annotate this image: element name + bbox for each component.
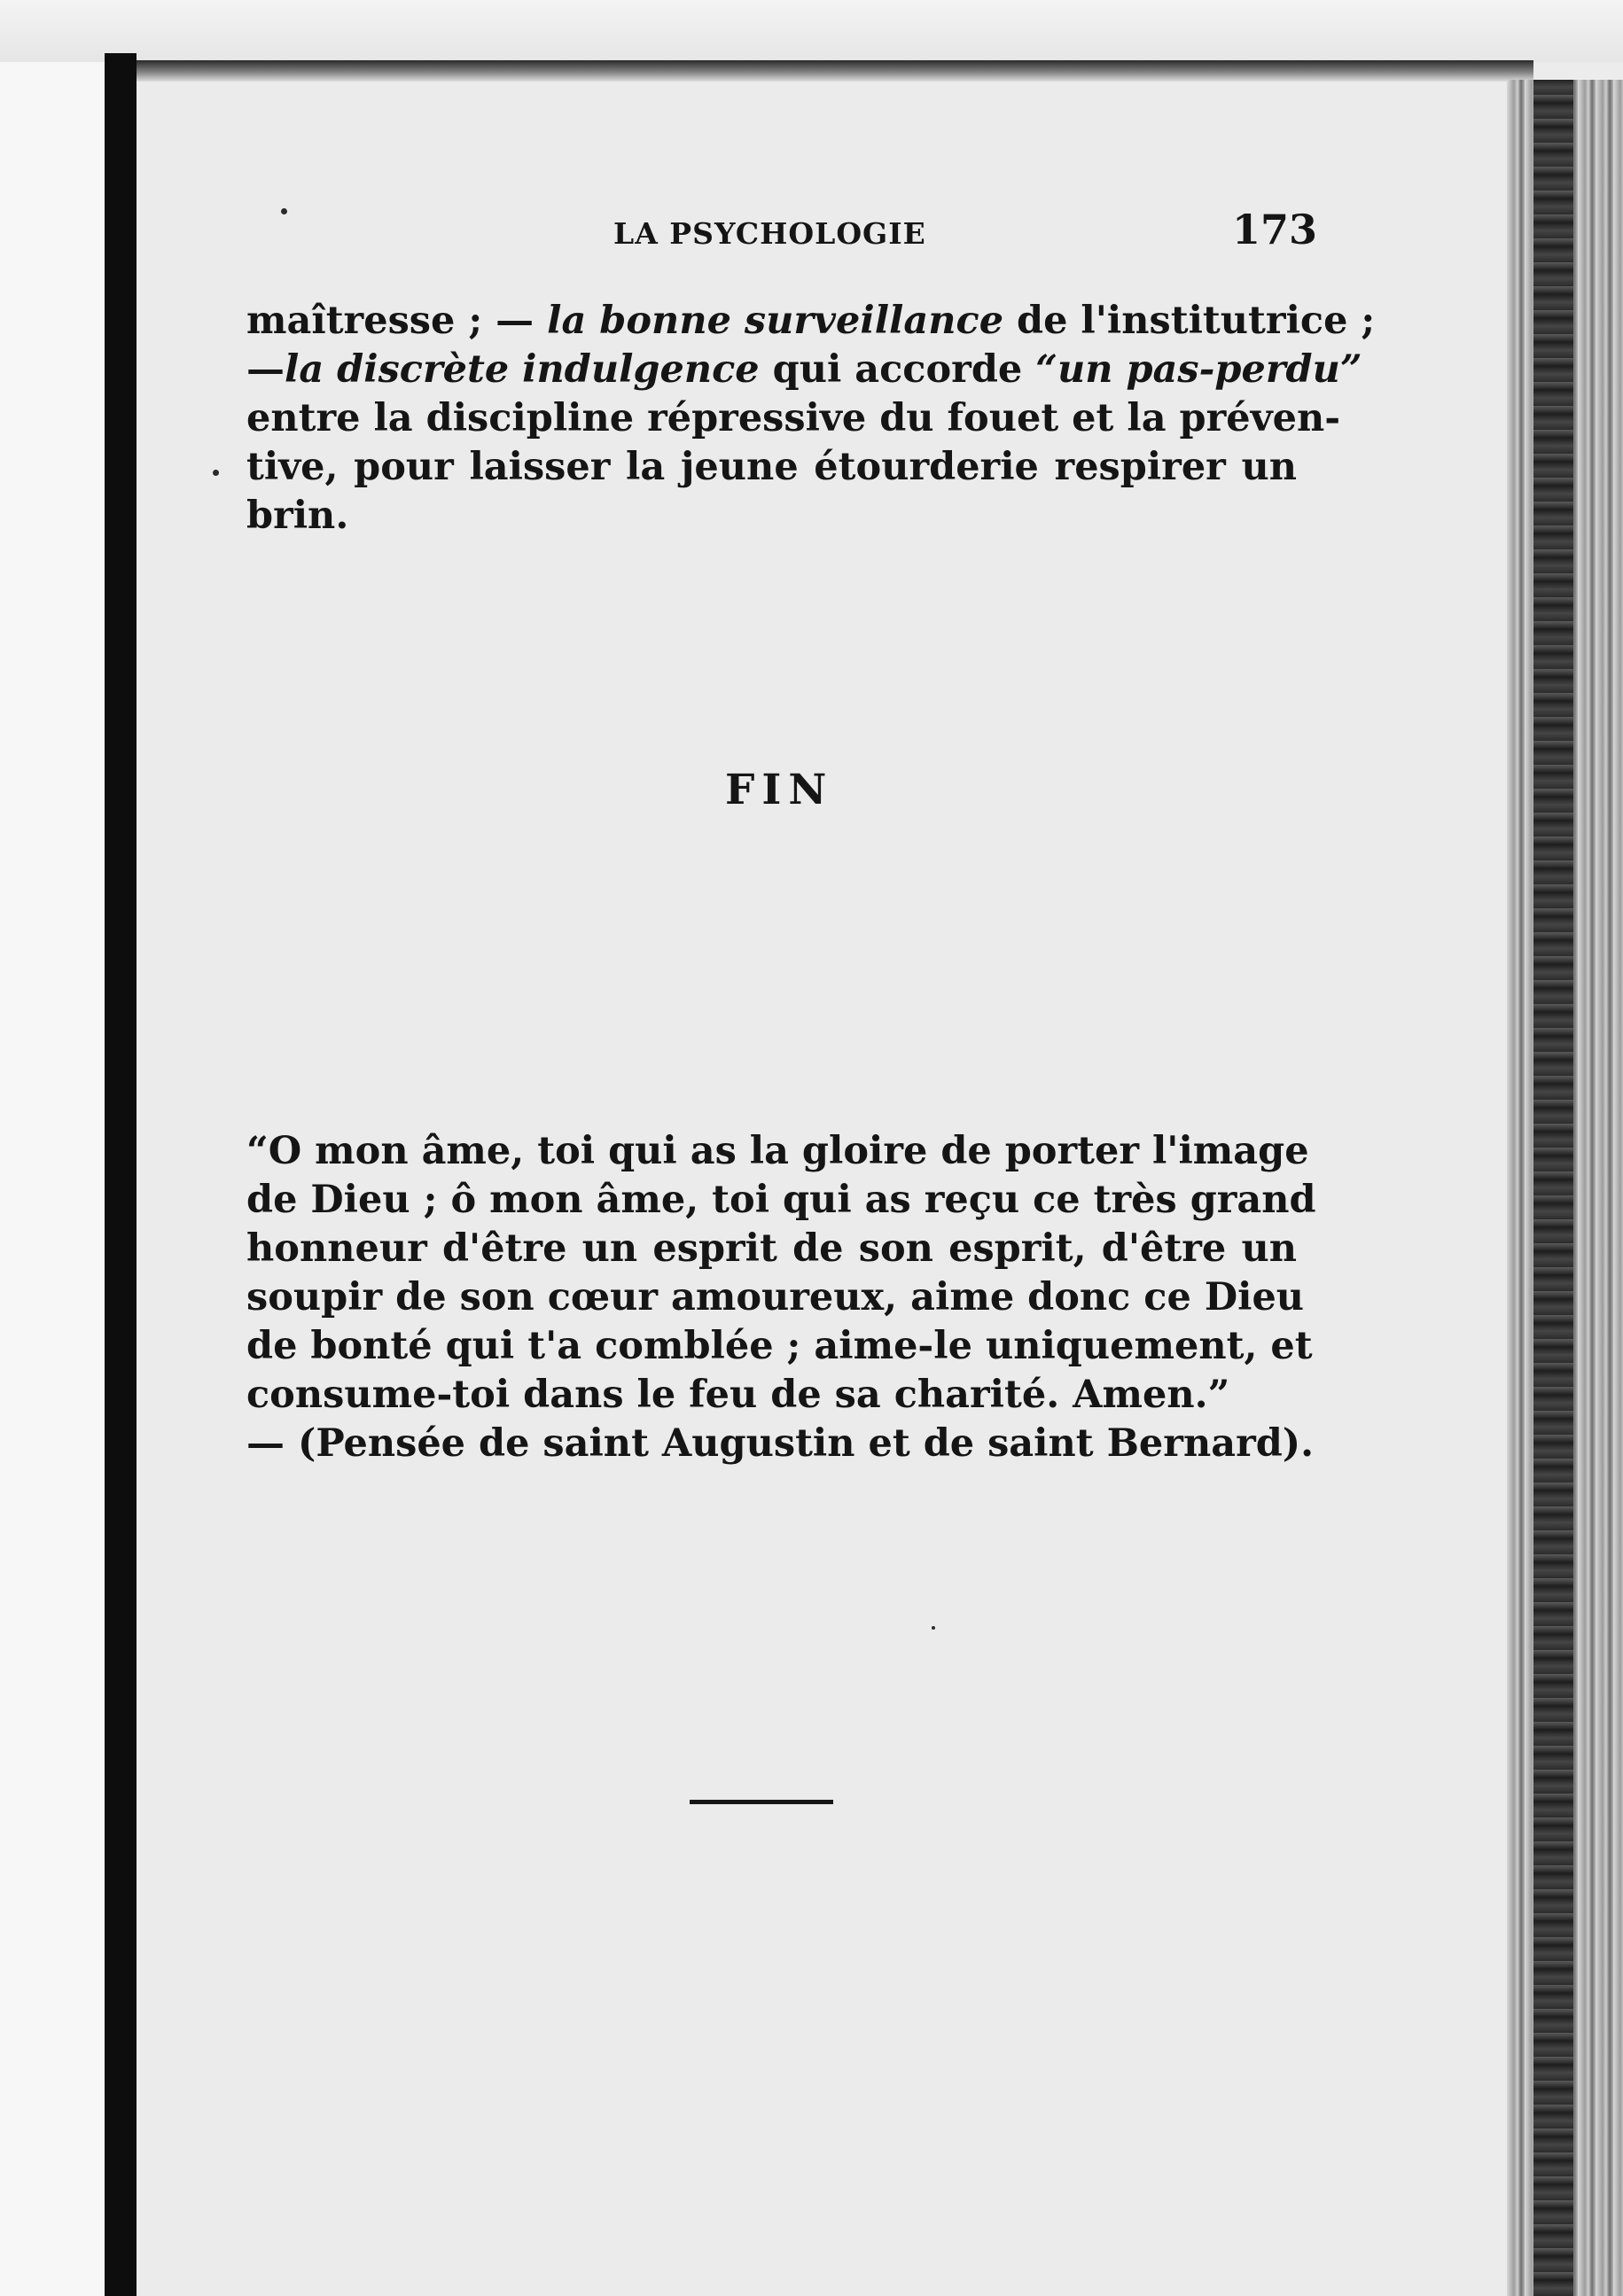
scan-background-top — [0, 0, 1623, 62]
text-run: entre la discipline répressive du fouet et la préven- — [246, 396, 1341, 440]
italic-phrase: la bonne surveillance — [547, 299, 1004, 343]
ink-speck — [932, 1626, 935, 1630]
text-line: consume-toi dans le feu de sa charité. Amen.” — [246, 1373, 1230, 1417]
text-line — [246, 297, 1376, 346]
end-rule — [690, 1800, 833, 1804]
text-line: “O mon âme, toi qui as la gloire de porter l'image — [246, 1129, 1309, 1173]
closing-paragraph — [246, 297, 1376, 541]
italic-phrase: “un pas-perdu” — [1035, 347, 1362, 392]
text-line — [246, 346, 1362, 394]
text-line — [246, 394, 1341, 443]
text-line: honneur d'être un esprit de son esprit, d'être un — [246, 1226, 1297, 1271]
text-line — [246, 492, 1297, 541]
text-run: brin. — [246, 494, 349, 538]
text-run: — — [246, 347, 285, 392]
fin-heading: FIN — [725, 766, 834, 814]
page-left-binding-edge — [105, 53, 137, 2296]
text-line: de bonté qui t'a comblée ; aime-le uniquement, et — [246, 1324, 1313, 1368]
text-run: qui accorde — [759, 347, 1036, 392]
page-right-shadow — [1533, 80, 1573, 2296]
page-number: 173 — [1232, 206, 1318, 253]
italic-phrase: la discrète indulgence — [285, 347, 760, 392]
text-line: de Dieu ; ô mon âme, toi qui as reçu ce très grand — [246, 1178, 1316, 1222]
text-line: soupir de son cœur amoureux, aime donc ce Dieu — [246, 1275, 1305, 1319]
running-title: LA PSYCHOLOGIE — [613, 216, 926, 251]
ink-speck — [213, 470, 219, 476]
text-line: — (Pensée de saint Augustin et de saint Bernard). — [246, 1421, 1315, 1466]
text-run: tive, pour laisser la jeune étourderie respirer un — [246, 445, 1297, 489]
text-run: maîtresse ; — — [246, 299, 548, 343]
text-line — [246, 443, 1297, 492]
running-head — [0, 206, 1623, 259]
scan-background-left — [0, 0, 115, 2296]
prayer-quotation — [246, 1127, 1316, 1468]
page-top-shadow — [133, 60, 1533, 82]
text-run: de l'institutrice ; — [1003, 299, 1376, 343]
